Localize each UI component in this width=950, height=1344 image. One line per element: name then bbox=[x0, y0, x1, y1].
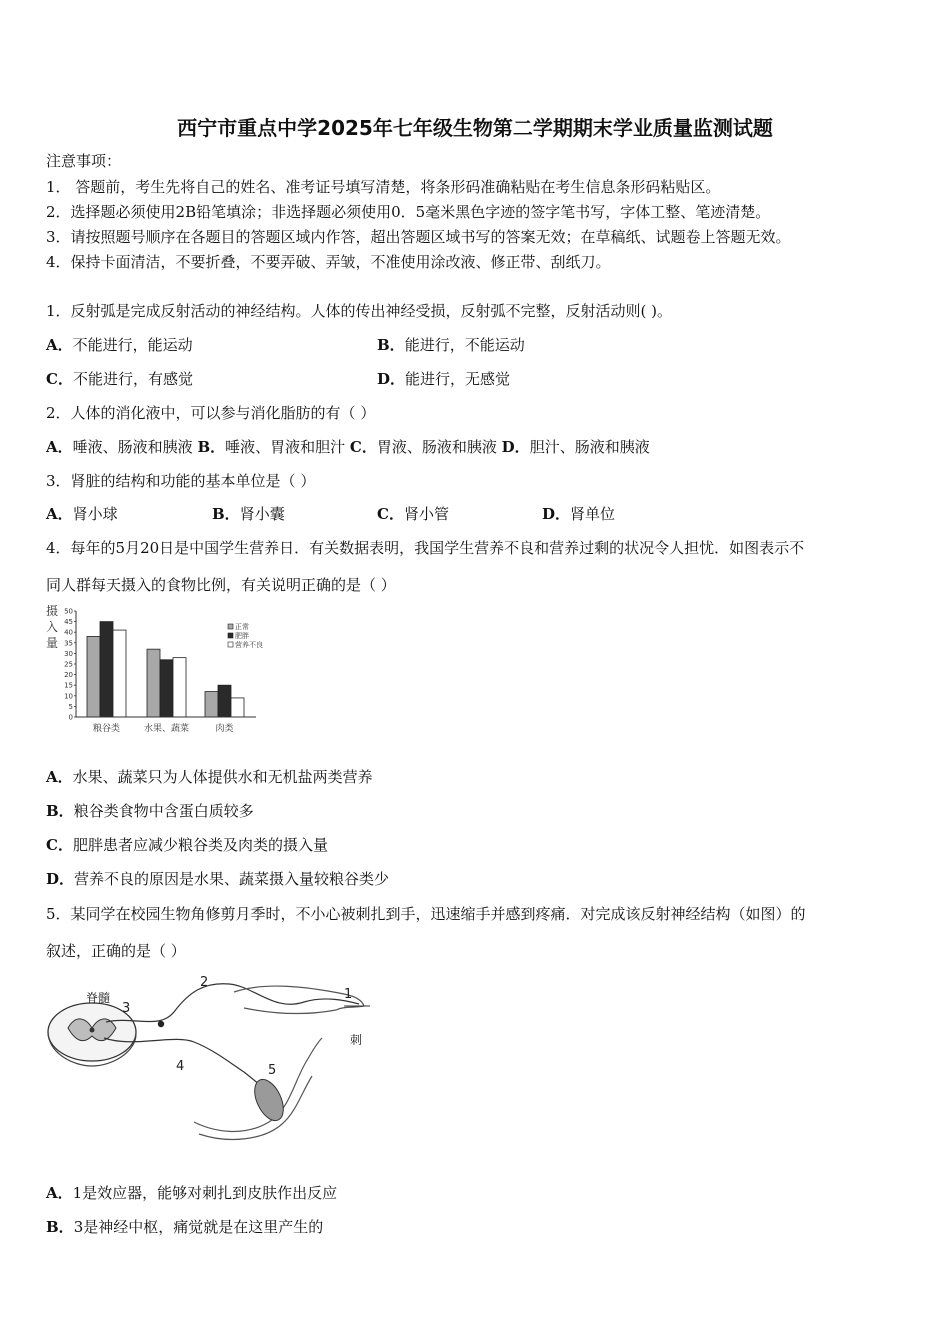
chart-y-tick-label: 10 bbox=[64, 692, 73, 701]
option-label: D． bbox=[542, 505, 571, 523]
option-label: B． bbox=[46, 1218, 74, 1236]
option-label: C． bbox=[377, 505, 404, 523]
option-text: 肥胖患者应减少粮谷类及肉类的摄入量 bbox=[72, 836, 328, 854]
option-text: 3是神经中枢，痛觉就是在这里产生的 bbox=[73, 1218, 324, 1236]
option-text: 肾小管 bbox=[403, 505, 449, 523]
label-3: 3 bbox=[122, 1001, 131, 1016]
chart-bar bbox=[231, 698, 244, 717]
notice-item: 1． 答题前，考生先将自己的姓名、准考证号填写清楚，将条形码准确粘贴在考生信息条形码粘贴区。 bbox=[46, 178, 721, 196]
chart-y-tick-label: 20 bbox=[64, 671, 73, 680]
option-label: B． bbox=[377, 336, 405, 354]
question-3-stem: 3．肾脏的结构和功能的基本单位是（ ） bbox=[46, 472, 316, 490]
q3-option-a[interactable] bbox=[46, 504, 118, 524]
question-5-stem-line2: 叙述，正确的是（ ） bbox=[46, 942, 186, 960]
reflex-arc-diagram bbox=[44, 972, 374, 1152]
option-label: D． bbox=[501, 438, 530, 456]
chart-ylabel-char: 量 bbox=[46, 636, 59, 650]
chart-bar bbox=[160, 660, 173, 717]
option-label: C． bbox=[46, 836, 73, 854]
question-5-stem-line1: 5．某同学在校园生物角修剪月季时，不小心被刺扎到手，迅速缩手并感到疼痛．对完成该反射神经结构（如图）的 bbox=[46, 905, 806, 923]
chart-legend-swatch bbox=[228, 642, 233, 647]
option-text: 唾液、胃液和胆汁 bbox=[225, 438, 346, 456]
ganglion bbox=[158, 1021, 164, 1027]
chart-y-tick-label: 30 bbox=[64, 649, 73, 658]
option-text: 唾液、肠液和胰液 bbox=[72, 438, 193, 456]
q2-options-row bbox=[46, 437, 650, 457]
notice-item: 4．保持卡面清洁，不要折叠，不要弄破、弄皱，不准使用涂改液、修正带、刮纸刀。 bbox=[46, 253, 611, 271]
option-text: 胃液、肠液和胰液 bbox=[376, 438, 497, 456]
chart-y-tick-label: 5 bbox=[68, 702, 73, 711]
chart-y-tick-label: 40 bbox=[64, 628, 73, 637]
option-text: 能进行，无感觉 bbox=[405, 370, 511, 388]
option-text: 水果、蔬菜只为人体提供水和无机盐两类营养 bbox=[72, 768, 373, 786]
q4-option-a[interactable] bbox=[46, 767, 373, 787]
q2-option-d[interactable] bbox=[502, 438, 650, 456]
food-intake-bar-chart bbox=[44, 603, 284, 743]
chart-category-label: 水果、蔬菜 bbox=[143, 724, 190, 734]
label-5: 5 bbox=[268, 1063, 277, 1078]
chart-ylabel-char: 入 bbox=[46, 620, 59, 634]
chart-y-tick-label: 0 bbox=[68, 713, 73, 722]
chart-legend-label: 肥胖 bbox=[235, 632, 249, 640]
question-1-stem: 1．反射弧是完成反射活动的神经结构。人体的传出神经受损，反射弧不完整，反射活动则( )。 bbox=[46, 302, 673, 320]
chart-bar bbox=[147, 649, 160, 717]
chart-legend-label: 正常 bbox=[235, 623, 249, 631]
chart-legend-label: 营养不良 bbox=[235, 641, 263, 649]
spinal-cord-label: 脊髓 bbox=[86, 991, 111, 1005]
option-label: D． bbox=[377, 370, 406, 388]
chart-bar bbox=[100, 622, 113, 717]
question-2-stem: 2．人体的消化液中，可以参与消化脂肪的有（ ） bbox=[46, 404, 376, 422]
q5-option-a[interactable] bbox=[46, 1183, 337, 1203]
q4-option-b[interactable] bbox=[46, 801, 254, 821]
q2-option-b[interactable] bbox=[197, 438, 345, 456]
q4-option-d[interactable] bbox=[46, 869, 389, 889]
option-label: C． bbox=[349, 438, 377, 456]
option-text: 不能进行，有感觉 bbox=[72, 370, 193, 388]
chart-bar bbox=[205, 692, 218, 717]
notice-item: 2．选择题必须使用2B铅笔填涂；非选择题必须使用0．5毫米黑色字迹的签字笔书写，字体工整、笔迹清楚。 bbox=[46, 203, 771, 221]
question-4-stem-line2: 同人群每天摄入的食物比例，有关说明正确的是（ ） bbox=[46, 576, 396, 594]
page-title: 西宁市重点中学2025年七年级生物第二学期期末学业质量监测试题 bbox=[177, 116, 773, 140]
chart-category-label: 肉类 bbox=[215, 724, 234, 734]
option-text: 营养不良的原因是水果、蔬菜摄入量较粮谷类少 bbox=[74, 870, 390, 888]
label-4: 4 bbox=[176, 1059, 185, 1074]
chart-y-tick-label: 50 bbox=[64, 607, 73, 616]
chart-bar bbox=[87, 636, 100, 717]
chart-y-tick-label: 45 bbox=[64, 618, 73, 627]
option-label: B． bbox=[46, 802, 74, 820]
notice-heading: 注意事项： bbox=[46, 152, 122, 170]
option-label: A． bbox=[46, 505, 73, 523]
chart-ylabel-char: 摄 bbox=[46, 604, 59, 618]
option-text: 肾小囊 bbox=[239, 505, 285, 523]
chart-legend-swatch bbox=[228, 624, 233, 629]
option-label: A． bbox=[46, 1184, 73, 1202]
q1-option-a[interactable] bbox=[46, 335, 193, 355]
option-text: 肾小球 bbox=[72, 505, 118, 523]
chart-y-tick-label: 15 bbox=[64, 681, 73, 690]
chart-y-axis-label bbox=[46, 603, 58, 650]
q1-option-c[interactable] bbox=[46, 369, 193, 389]
q3-option-d[interactable] bbox=[542, 504, 615, 524]
thorn-label: 刺 bbox=[350, 1033, 363, 1047]
option-text: 不能进行，能运动 bbox=[72, 336, 193, 354]
muscle-effector bbox=[249, 1075, 289, 1125]
label-2: 2 bbox=[200, 975, 209, 990]
q1-option-b[interactable] bbox=[377, 335, 525, 355]
notice-item: 3．请按照题号顺序在各题目的答题区域内作答，超出答题区域书写的答案无效；在草稿纸、试题卷上答题无效。 bbox=[46, 228, 791, 246]
chart-y-tick-label: 25 bbox=[64, 660, 73, 669]
chart-bar bbox=[173, 658, 186, 717]
q5-option-b[interactable] bbox=[46, 1217, 323, 1237]
question-4-stem-line1: 4．每年的5月20日是中国学生营养日．有关数据表明，我国学生营养不良和营养过剩的状况令人担忧．如图表示不 bbox=[46, 539, 805, 557]
q2-option-a[interactable] bbox=[46, 438, 193, 456]
option-text: 胆汁、肠液和胰液 bbox=[529, 438, 650, 456]
option-label: A． bbox=[46, 438, 73, 456]
option-label: C． bbox=[46, 370, 73, 388]
chart-category-label: 粮谷类 bbox=[92, 724, 121, 734]
q3-option-b[interactable] bbox=[212, 504, 285, 524]
chart-y-tick-label: 35 bbox=[64, 639, 73, 648]
option-label: D． bbox=[46, 870, 75, 888]
q4-option-c[interactable] bbox=[46, 835, 328, 855]
option-text: 能进行，不能运动 bbox=[404, 336, 525, 354]
option-label: A． bbox=[46, 336, 73, 354]
option-text: 粮谷类食物中含蛋白质较多 bbox=[73, 802, 254, 820]
q2-option-c[interactable] bbox=[350, 438, 497, 456]
label-1: 1 bbox=[344, 987, 353, 1002]
option-text: 1是效应器，能够对刺扎到皮肤作出反应 bbox=[72, 1184, 338, 1202]
q3-option-c[interactable] bbox=[377, 504, 449, 524]
option-label: A． bbox=[46, 768, 73, 786]
option-label: B． bbox=[212, 505, 240, 523]
q1-option-d[interactable] bbox=[377, 369, 510, 389]
chart-bar bbox=[218, 685, 231, 717]
chart-legend-swatch bbox=[228, 633, 233, 638]
chart-bar bbox=[113, 630, 126, 717]
option-text: 肾单位 bbox=[570, 505, 616, 523]
option-label: B． bbox=[197, 438, 226, 456]
